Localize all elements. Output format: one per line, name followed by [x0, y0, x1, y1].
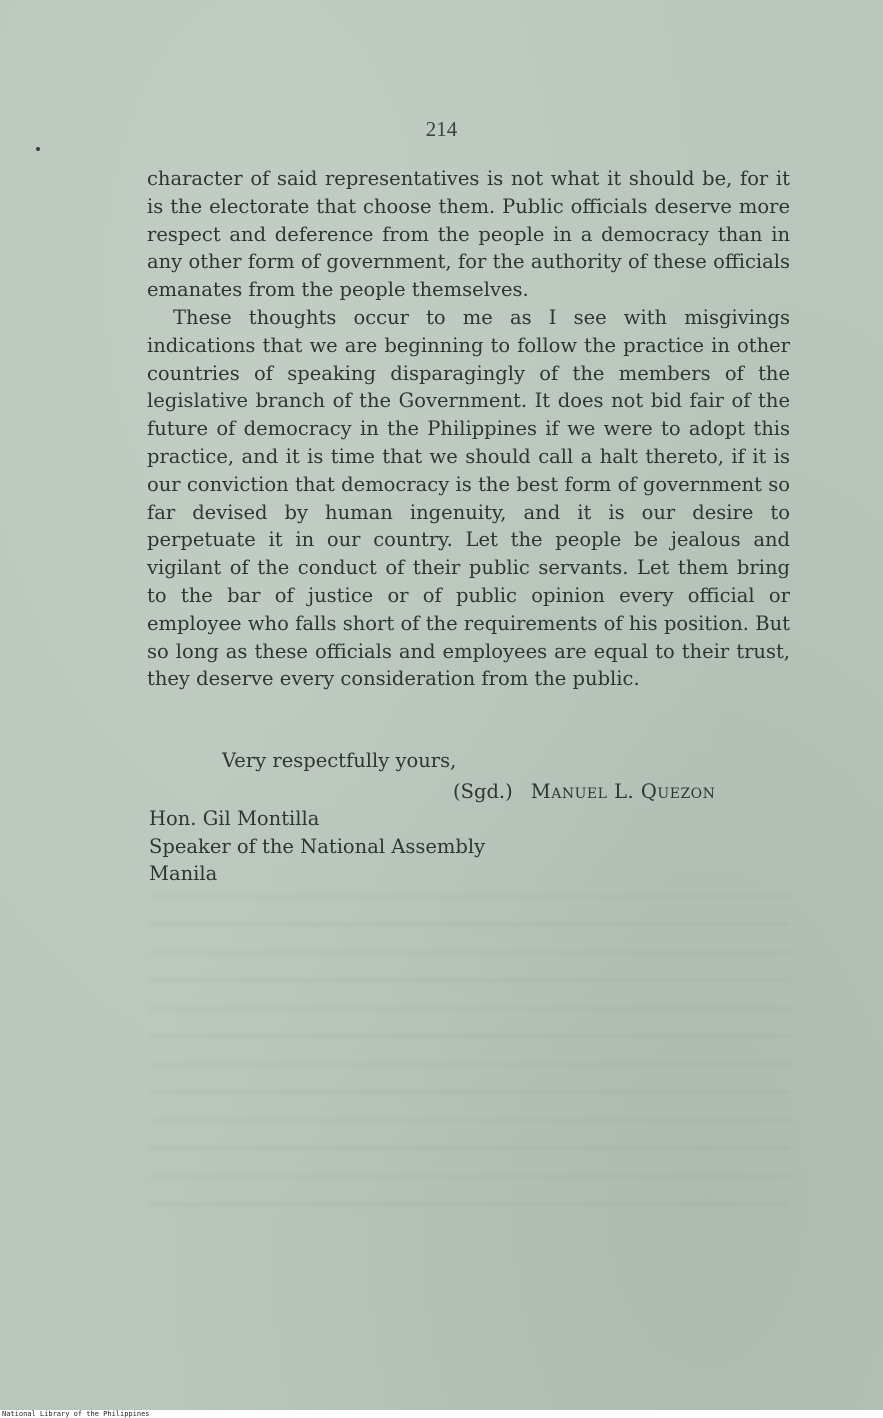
closing-salutation: Very respectfully yours, [222, 749, 457, 772]
addressee-name: Hon. Gil Montilla [149, 807, 320, 830]
addressee-title: Speaker of the National Assembly [149, 834, 486, 858]
ink-speck [36, 147, 40, 151]
addressee-block [149, 805, 485, 888]
signature-line [453, 780, 715, 803]
paragraph-2: These thoughts occur to me as I see with misgivings indications that we are beginning to follow the practice in other countries of speaking disparagingly of the members of the legislative branch of the Government. It does not bid fair of the future of democracy in the Philippines if we were to adopt this practice, and it is time that we should call a halt thereto, if it is our conviction that democracy is the best form of government so far devised by human ingenuity, and it is our desire to perpetuate it in our country. Let the people be jealous and vigilant of the conduct of their public servants. Let them bring to the bar of justice or of public opinion every official or employee who falls short of the requirements of his position. But so long as these officials and employees are equal to their trust, they deserve every consideration from the public. [147, 305, 790, 691]
library-credit: National Library of the Philippines [2, 1410, 150, 1418]
addressee-city: Manila [149, 862, 218, 885]
letter-body [147, 165, 790, 693]
paragraph-1: character of said representatives is not what it should be, for it is the electorate that choose them. Public officials deserve more respect and deference from the people in a democracy than in any other form of government, for the authority of these officials emanates from the people themselves. [147, 167, 790, 302]
signer-name: Manuel L. Quezon [530, 780, 716, 803]
signed-mark: (Sgd.) [453, 780, 513, 803]
show-through-bleed [150, 895, 790, 1225]
page-number: 214 [425, 117, 458, 141]
